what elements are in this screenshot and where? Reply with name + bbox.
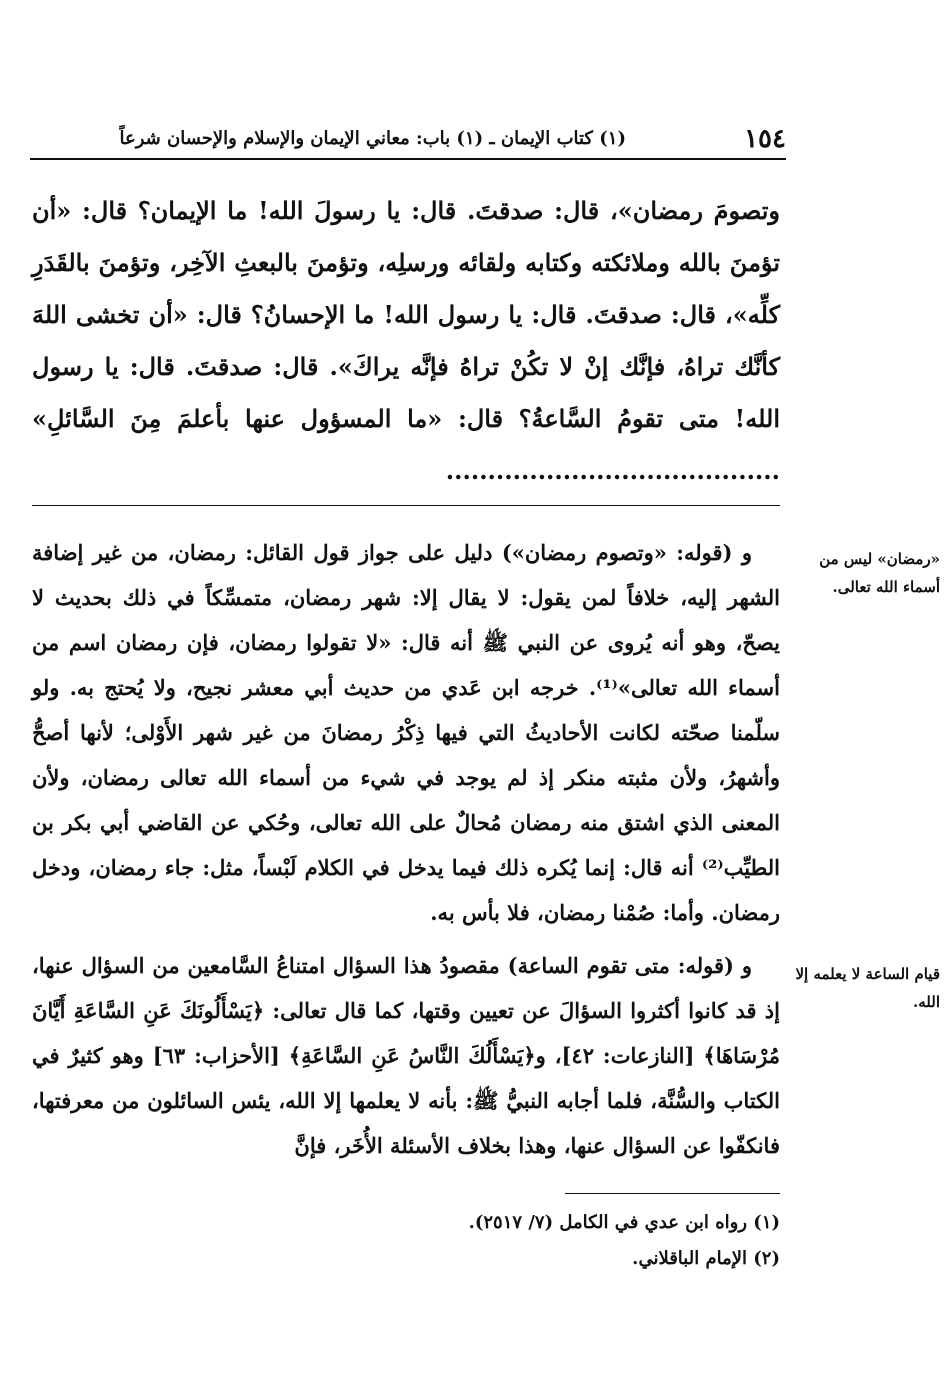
footnotes	[32, 1205, 780, 1277]
sidenote-ramadan: «رمضان» ليس من أسماء الله تعالى.	[819, 550, 940, 596]
hadith-text	[32, 185, 780, 497]
footnote-2: (٢) الإمام الباقلاني.	[632, 1248, 780, 1269]
footnote-rule	[565, 1193, 780, 1194]
running-header	[30, 118, 786, 160]
commentary-paragraph-1: و (قوله: «وتصوم رمضان») دليل على جواز قول القائل: رمضان، من غير إضافة الشهر إليه، خلافاً لمن يقول: لا يقال إلا: شهر رمضان، متمسِّكاً في ذلك بحديث لا يصحّ، وهو أنه يُروى عن النبي ﷺ أنه قال: «لا تقولوا رمضان، فإن رمضان اسم من أسماء الله تعالى»⁽¹⁾. خرجه ابن عَدي من حديث أبي معشر نجيح، ولا يُحتج به. ولو سلّمنا صحّته لكانت الأحاديثُ التي فيها ذِكْرُ رمضانَ من غير شهر الأَوْلى؛ لأنها أصحُّ وأشهرُ، ولأن مثبته منكر إذ لم يوجد في شيء من أسماء الله تعالى رمضان، ولأن المعنى الذي اشتق منه رمضان مُحالٌ على الله تعالى، وحُكي عن القاضي أبي بكر بن الطيِّب⁽²⁾ أنه قال: إنما يُكره ذلك فيما يدخل في الكلام لَبْساً، مثل: جاء رمضان، ودخل رمضان. وأما: صُمْنا رمضان، فلا بأس به.	[32, 540, 780, 925]
section-divider	[32, 505, 780, 506]
running-title: (١) كتاب الإيمان ـ (١) باب: معاني الإيمان والإسلام والإحسان شرعاً	[119, 128, 626, 149]
hadith-ellipsis: ........................................	[445, 456, 780, 485]
page-number: ١٥٤	[744, 124, 786, 154]
commentary	[32, 530, 780, 1176]
hadith-body: وتصومَ رمضان»، قال: صدقتَ. قال: يا رسولَ الله! ما الإيمان؟ قال: «أن تؤمنَ بالله وملائكته وكتابه ولقائه ورسلِه، وتؤمنَ بالبعثِ الآخِر، وتؤمنَ بالقَدَرِ كلِّه»، قال: صدقتَ. قال: يا رسول الله! ما الإحسانُ؟ قال: «أن تخشى اللهَ كأنَّك تراهُ، فإنَّك إنْ لا تكُنْ تراهُ فإنَّه يراكَ». قال: صدقتَ. قال: يا رسول الله! متى تقومُ السَّاعةُ؟ قال: «ما المسؤول عنها بأعلمَ مِنَ السَّائلِ»	[32, 196, 781, 433]
commentary-paragraph-2: و (قوله: متى تقوم الساعة) مقصودُ هذا السؤال امتناعُ السَّامعين من السؤال عنها، إذ قد كانوا أكثروا السؤالَ عن تعيين وقتها، كما قال تعالى: ﴿يَسْأَلُونَكَ عَنِ السَّاعَةِ أَيَّانَ مُرْسَاهَا﴾ [النازعات: ٤٢]، و﴿يَسْأَلُكَ النَّاسُ عَنِ السَّاعَةِ﴾ [الأحزاب: ٦٣] وهو كثيرٌ في الكتاب والسُّنَّة، فلما أجابه النبيُّ ﷺ: بأنه لا يعلمها إلا الله، يئس السائلون من معرفتها، فانكفّوا عن السؤال عنها، وهذا بخلاف الأسئلة الأُخَر، فإنَّ	[32, 953, 780, 1158]
sidenote-hour: قيام الساعة لا يعلمه إلا الله.	[795, 965, 940, 1011]
footnote-1: (١) رواه ابن عدي في الكامل (٧/ ٢٥١٧).	[468, 1212, 780, 1233]
